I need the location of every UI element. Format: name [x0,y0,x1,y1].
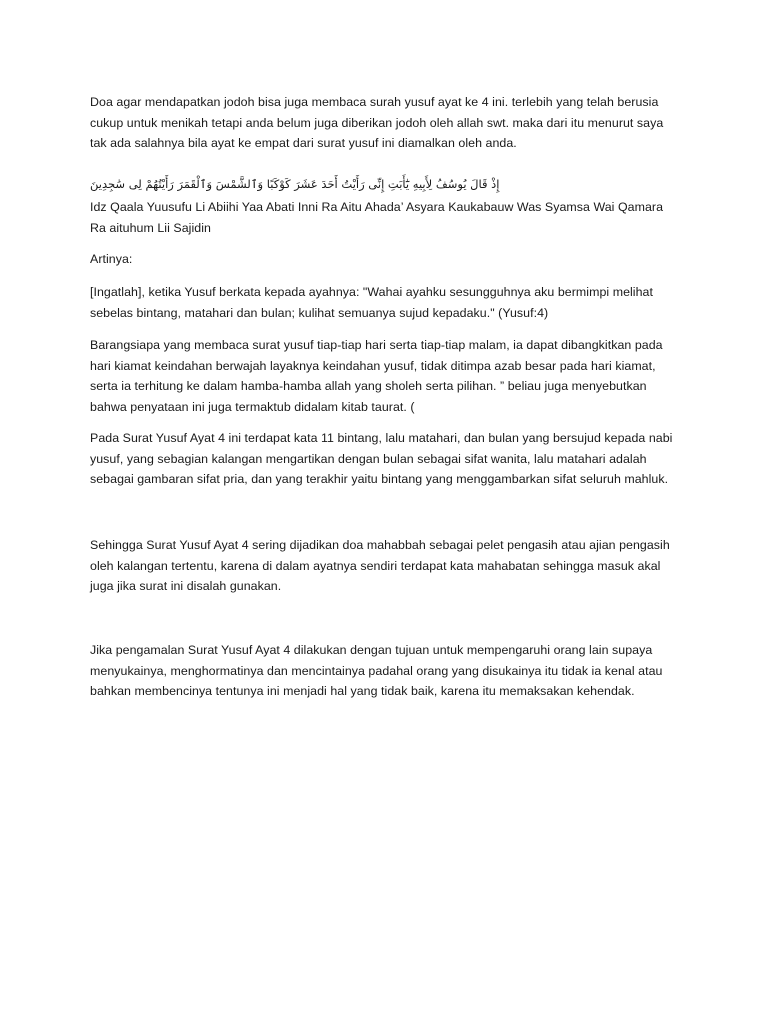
translation-paragraph: [Ingatlah], ketika Yusuf berkata kepada ayahnya: "Wahai ayahku sesungguhnya aku bermimpi melihat sebelas bintang, matahari dan bulan; kulihat semuanya sujud kepadaku." (Yusuf:4) [90,285,653,320]
intro-paragraph: Doa agar mendapatkan jodoh bisa juga membaca surah yusuf ayat ke 4 ini. terlebih yang telah berusia cukup untuk menikah tetapi anda belum juga diberikan jodoh oleh allah swt. maka dari itu menurut saya tak ada salahnya bila ayat ke empat dari surat yusuf ini diamalkan oleh anda. [90,95,664,150]
virtue-paragraph: Barangsiapa yang membaca surat yusuf tiap-tiap hari serta tiap-tiap malam, ia dapat dibangkitkan pada hari kiamat keindahan berwajah layaknya keindahan yusuf, tidak ditimpa azab besar pada hari kiamat, serta ia terhitung ke dalam hamba-hamba allah yang sholeh serta pilihan. ” beliau juga menyebutkan bahwa penyataan ini juga termaktub didalam kitab taurat. ( [90,338,663,414]
meaning-paragraph: Pada Surat Yusuf Ayat 4 ini terdapat kata 11 bintang, lalu matahari, dan bulan yang bersujud kepada nabi yusuf, yang sebagian kalangan mengartikan dengan bulan sebagai sifat wanita, lalu matahari adalah sebagai gambaran sifat pria, dan yang terakhir yaitu bintang yang menggambarkan sifat seluruh mahluk. [90,431,673,486]
mahabbah-paragraph: Sehingga Surat Yusuf Ayat 4 sering dijadikan doa mahabbah sebagai pelet pengasih atau ajian pengasih oleh kalangan tertentu, karena di dalam ayatnya sendiri terdapat kata mahabatan sehingga masuk akal juga jika surat ini disalah gunakan. [90,538,670,593]
arabic-verse: إِذْ قَالَ يُوسُفُ لِأَبِيهِ يَٰٓأَبَتِ إِنِّى رَأَيْتُ أَحَدَ عَشَرَ كَوْكَبًا وَٱلشَّمْسَ وَٱلْقَمَرَ رَأَيْتُهُمْ لِى سَٰجِدِينَ [90,176,500,191]
warning-paragraph: Jika pengamalan Surat Yusuf Ayat 4 dilakukan dengan tujuan untuk mempengaruhi orang lain supaya menyukainya, menghormatinya dan mencintainya padahal orang yang disukainya itu tidak ia kenal atau bahkan membencinya tentunya ini menjadi hal yang tidak baik, karena itu memaksakan kehendak. [90,643,663,698]
artinya-heading: Artinya: [90,252,133,266]
transliteration-paragraph: Idz Qaala Yuusufu Li Abiihi Yaa Abati Inni Ra Aitu Ahada’ Asyara Kaukabauw Was Syamsa Wai Qamara Ra aituhum Lii Sajidin [90,200,664,235]
